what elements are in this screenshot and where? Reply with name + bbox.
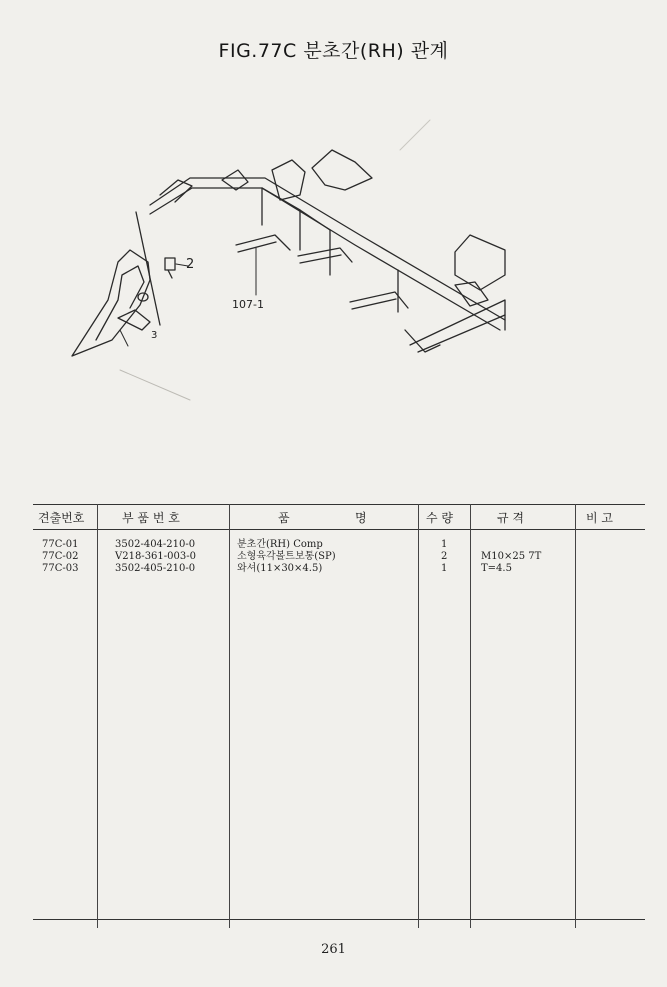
- row-index-no: 77C-02: [42, 551, 79, 562]
- column-divider: [97, 504, 98, 928]
- header-spec: 규 격: [497, 511, 524, 525]
- column-divider: [575, 504, 576, 928]
- callout-107-1: 107-1: [232, 298, 264, 311]
- row-part-number: V218-361-003-0: [115, 551, 196, 562]
- parts-diagram: [0, 100, 667, 480]
- row-part-name: 소형육각볼트보통(SP): [237, 551, 336, 562]
- table-header-rule: [33, 529, 645, 530]
- callout-2: 2: [186, 257, 195, 272]
- row-part-name: 와셔(11×30×4.5): [237, 563, 323, 574]
- row-part-name: 분초간(RH) Comp: [237, 539, 323, 550]
- table-bottom-rule: [33, 919, 645, 920]
- header-part-number: 부 품 번 호: [122, 511, 180, 525]
- row-index-no: 77C-01: [42, 539, 79, 550]
- page-number: 261: [321, 942, 346, 957]
- column-divider: [418, 504, 419, 928]
- row-quantity: 1: [441, 539, 448, 550]
- column-divider: [470, 504, 471, 928]
- row-spec: M10×25 7T: [481, 551, 542, 562]
- figure-title: FIG.77C 분초간(RH) 관계: [218, 40, 449, 62]
- row-part-number: 3502-404-210-0: [115, 539, 196, 550]
- row-index-no: 77C-03: [42, 563, 79, 574]
- row-spec: T=4.5: [481, 563, 512, 574]
- callout-3: 3: [151, 330, 158, 341]
- column-divider: [229, 504, 230, 928]
- header-quantity: 수 량: [426, 511, 453, 525]
- row-part-number: 3502-405-210-0: [115, 563, 196, 574]
- row-quantity: 2: [441, 551, 448, 562]
- row-quantity: 1: [441, 563, 448, 574]
- header-index-no: 견출번호: [38, 511, 85, 525]
- table-top-rule: [33, 504, 645, 505]
- header-part-name-left: 품: [278, 511, 290, 525]
- header-part-name-right: 명: [355, 511, 367, 525]
- header-remark: 비 고: [586, 511, 613, 525]
